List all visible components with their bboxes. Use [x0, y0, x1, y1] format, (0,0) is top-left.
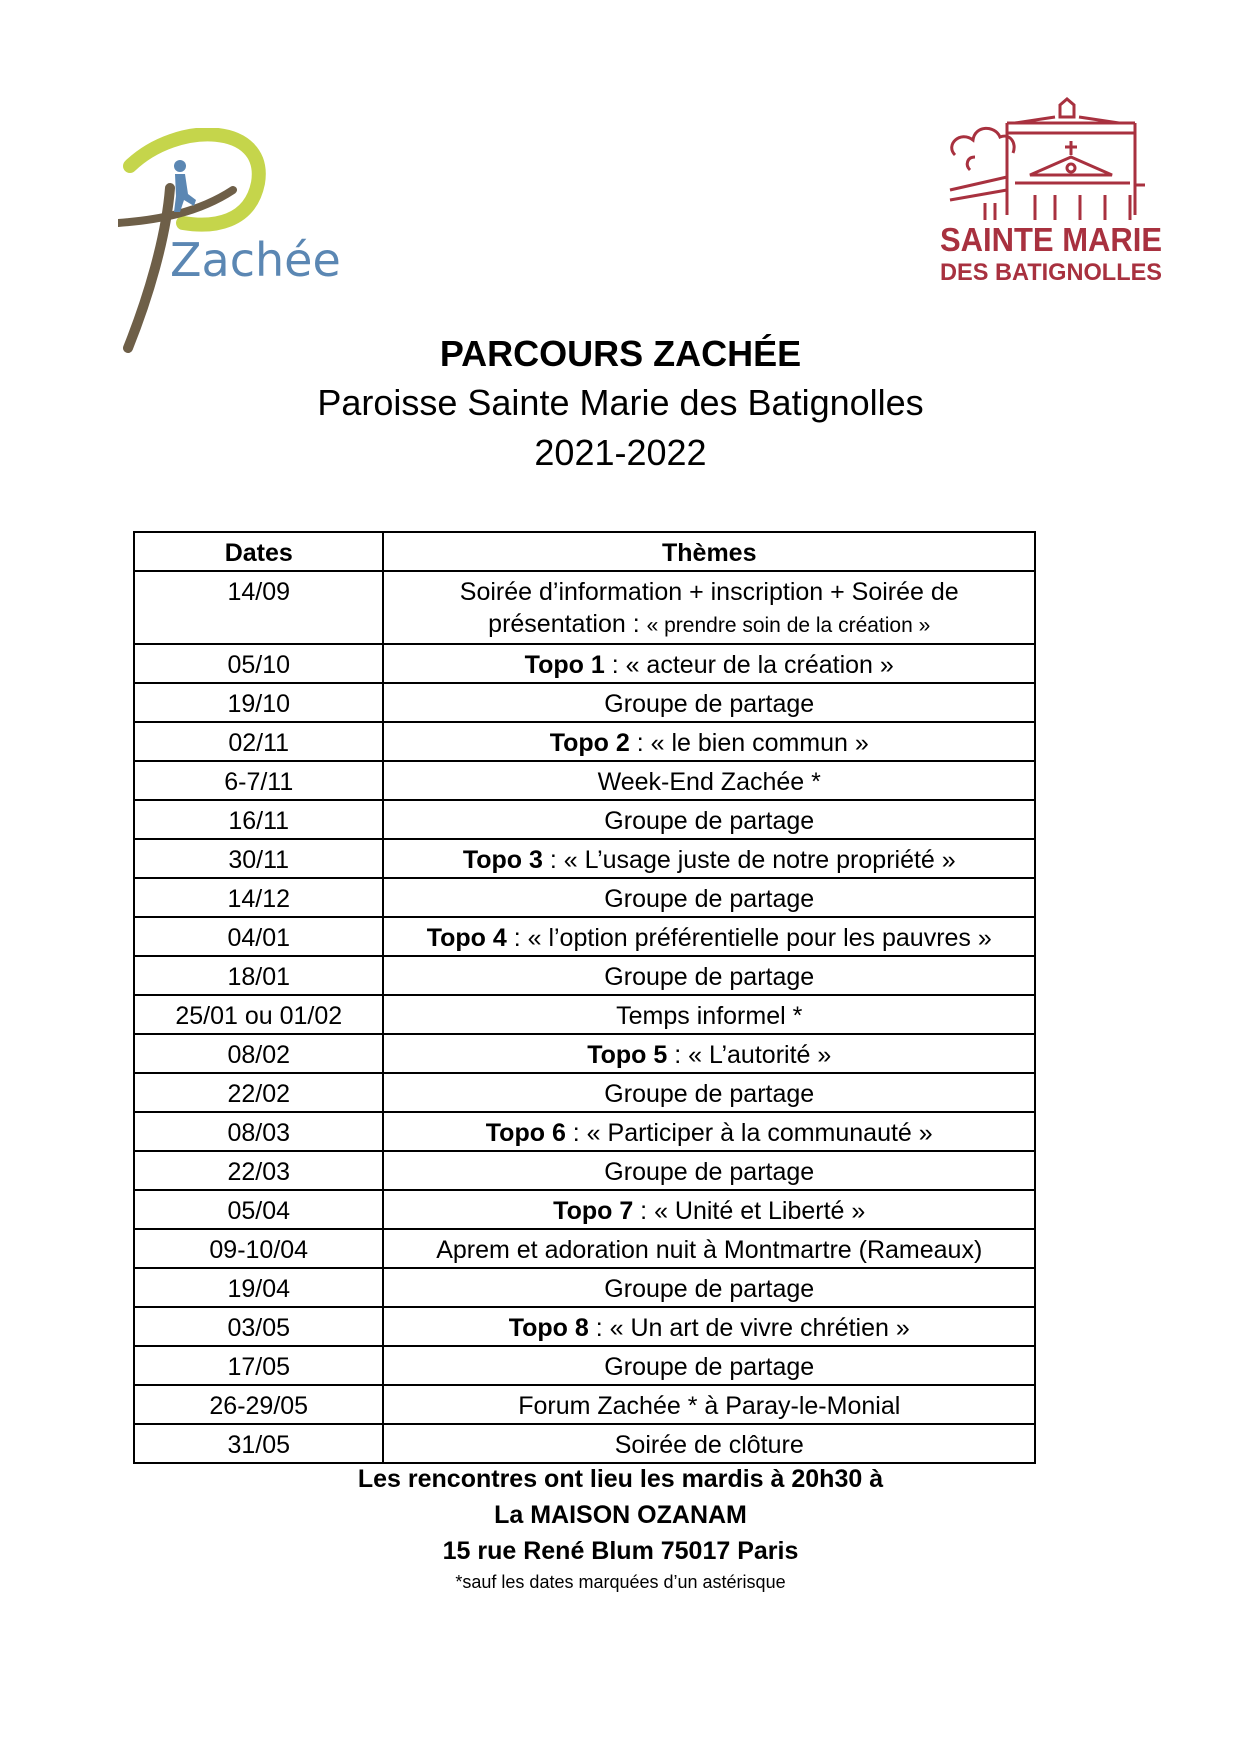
theme-text: Groupe de partage [604, 963, 815, 991]
table-row [134, 917, 1035, 956]
row-theme [383, 839, 1035, 878]
theme-text: Week-End Zachée * [597, 768, 821, 796]
zachee-logo-cross-vertical [128, 188, 170, 348]
table-row [134, 1112, 1035, 1151]
row-date: 19/04 [134, 1268, 383, 1307]
row-theme [383, 1307, 1035, 1346]
theme-text: Groupe de partage [604, 807, 815, 835]
table-row [134, 722, 1035, 761]
topo-label: Topo 5 [587, 1041, 668, 1069]
table-row [134, 995, 1035, 1034]
theme-text: Soirée de clôture [614, 1431, 804, 1459]
parish-logo-line2: DES BATIGNOLLES [940, 259, 1162, 286]
footer [0, 1461, 1241, 1595]
zachee-logo [118, 128, 378, 358]
topo-label: Topo 3 [462, 846, 543, 874]
table-row [134, 1346, 1035, 1385]
page-title: PARCOURS ZACHÉE [439, 333, 802, 374]
row-date: 19/10 [134, 683, 383, 722]
row-theme [383, 917, 1035, 956]
row-date: 18/01 [134, 956, 383, 995]
theme-text: Groupe de partage [604, 1158, 815, 1186]
table-row [134, 683, 1035, 722]
theme-text: : « le bien commun » [629, 729, 869, 757]
theme-text: Groupe de partage [604, 690, 815, 718]
theme-note: « prendre soin de la création » [646, 614, 931, 637]
row-date: 03/05 [134, 1307, 383, 1346]
row-date: 22/03 [134, 1151, 383, 1190]
row-theme [383, 1424, 1035, 1463]
theme-text: : « l’option préférentielle pour les pauvres » [506, 924, 992, 952]
theme-text: Groupe de partage [604, 1353, 815, 1381]
table-row [134, 1424, 1035, 1463]
title-block [0, 330, 1241, 478]
theme-text: Aprem et adoration nuit à Montmartre (Rameaux) [436, 1236, 983, 1264]
theme-text: : « Participer à la communauté » [565, 1119, 933, 1147]
row-date: 6-7/11 [134, 761, 383, 800]
table-row [134, 1307, 1035, 1346]
theme-text: Groupe de partage [604, 1275, 815, 1303]
row-theme [383, 722, 1035, 761]
row-theme [383, 1346, 1035, 1385]
theme-text: : « Un art de vivre chrétien » [588, 1314, 910, 1342]
table-row [134, 956, 1035, 995]
row-date: 26-29/05 [134, 1385, 383, 1424]
table-row [134, 644, 1035, 683]
row-theme [383, 1268, 1035, 1307]
row-date: 08/03 [134, 1112, 383, 1151]
parish-logo-line1: SAINTE MARIE [940, 221, 1162, 258]
row-date: 25/01 ou 01/02 [134, 995, 383, 1034]
table-row [134, 1034, 1035, 1073]
row-date: 14/09 [134, 571, 383, 644]
table-row [134, 1229, 1035, 1268]
table-row [134, 1190, 1035, 1229]
topo-label: Topo 7 [553, 1197, 634, 1225]
footer-address: 15 rue René Blum 75017 Paris [442, 1537, 799, 1565]
row-theme [383, 1073, 1035, 1112]
table-row [134, 800, 1035, 839]
schedule-table [133, 531, 1036, 1464]
theme-text: : « Unité et Liberté » [633, 1197, 866, 1225]
row-date: 09-10/04 [134, 1229, 383, 1268]
row-theme [383, 1229, 1035, 1268]
row-theme [383, 995, 1035, 1034]
topo-label: Topo 1 [524, 651, 605, 679]
footer-schedule-info: Les rencontres ont lieu les mardis à 20h30 à [357, 1465, 884, 1493]
topo-label: Topo 6 [485, 1119, 566, 1147]
table-row [134, 1385, 1035, 1424]
page-year: 2021-2022 [534, 432, 707, 473]
theme-text: Soirée d’information + inscription + Soirée de présentation : [459, 578, 959, 638]
row-theme [383, 644, 1035, 683]
row-date: 08/02 [134, 1034, 383, 1073]
church-drawing-icon [950, 99, 1145, 220]
table-row [134, 1151, 1035, 1190]
footer-asterisk-note: *sauf les dates marquées d’un astérisque [455, 1572, 786, 1592]
topo-label: Topo 2 [549, 729, 630, 757]
page-subtitle: Paroisse Sainte Marie des Batignolles [317, 382, 924, 423]
row-date: 05/04 [134, 1190, 383, 1229]
theme-text: : « L’autorité » [667, 1041, 832, 1069]
row-theme [383, 1034, 1035, 1073]
table-row [134, 878, 1035, 917]
row-date: 16/11 [134, 800, 383, 839]
row-theme [383, 878, 1035, 917]
row-theme [383, 1112, 1035, 1151]
topo-label: Topo 8 [508, 1314, 589, 1342]
zachee-logo-figure [174, 160, 196, 212]
parish-logo [935, 95, 1170, 310]
theme-text: : « acteur de la création » [604, 651, 894, 679]
row-date: 22/02 [134, 1073, 383, 1112]
theme-text: : « L’usage juste de notre propriété » [542, 846, 956, 874]
theme-text: Forum Zachée * à Paray-le-Monial [518, 1392, 901, 1420]
header-themes: Thèmes [383, 532, 1035, 571]
row-date: 30/11 [134, 839, 383, 878]
row-theme [383, 683, 1035, 722]
footer-venue: La MAISON OZANAM [494, 1501, 747, 1529]
topo-label: Topo 4 [426, 924, 507, 952]
theme-text: Groupe de partage [604, 1080, 815, 1108]
row-date: 04/01 [134, 917, 383, 956]
row-theme [383, 571, 1035, 644]
row-date: 31/05 [134, 1424, 383, 1463]
table-row [134, 1268, 1035, 1307]
row-theme [383, 800, 1035, 839]
table-header-row [134, 532, 1035, 571]
row-theme [383, 1385, 1035, 1424]
theme-text: Groupe de partage [604, 885, 815, 913]
table-row [134, 839, 1035, 878]
row-date: 14/12 [134, 878, 383, 917]
row-date: 02/11 [134, 722, 383, 761]
table-row [134, 571, 1035, 644]
header-dates: Dates [134, 532, 383, 571]
row-theme [383, 956, 1035, 995]
table-row [134, 1073, 1035, 1112]
row-theme [383, 1190, 1035, 1229]
table-row [134, 761, 1035, 800]
row-theme [383, 1151, 1035, 1190]
row-theme [383, 761, 1035, 800]
theme-text: Temps informel * [616, 1002, 803, 1030]
row-date: 05/10 [134, 644, 383, 683]
zachee-logo-text: Zachée [170, 233, 341, 287]
row-date: 17/05 [134, 1346, 383, 1385]
